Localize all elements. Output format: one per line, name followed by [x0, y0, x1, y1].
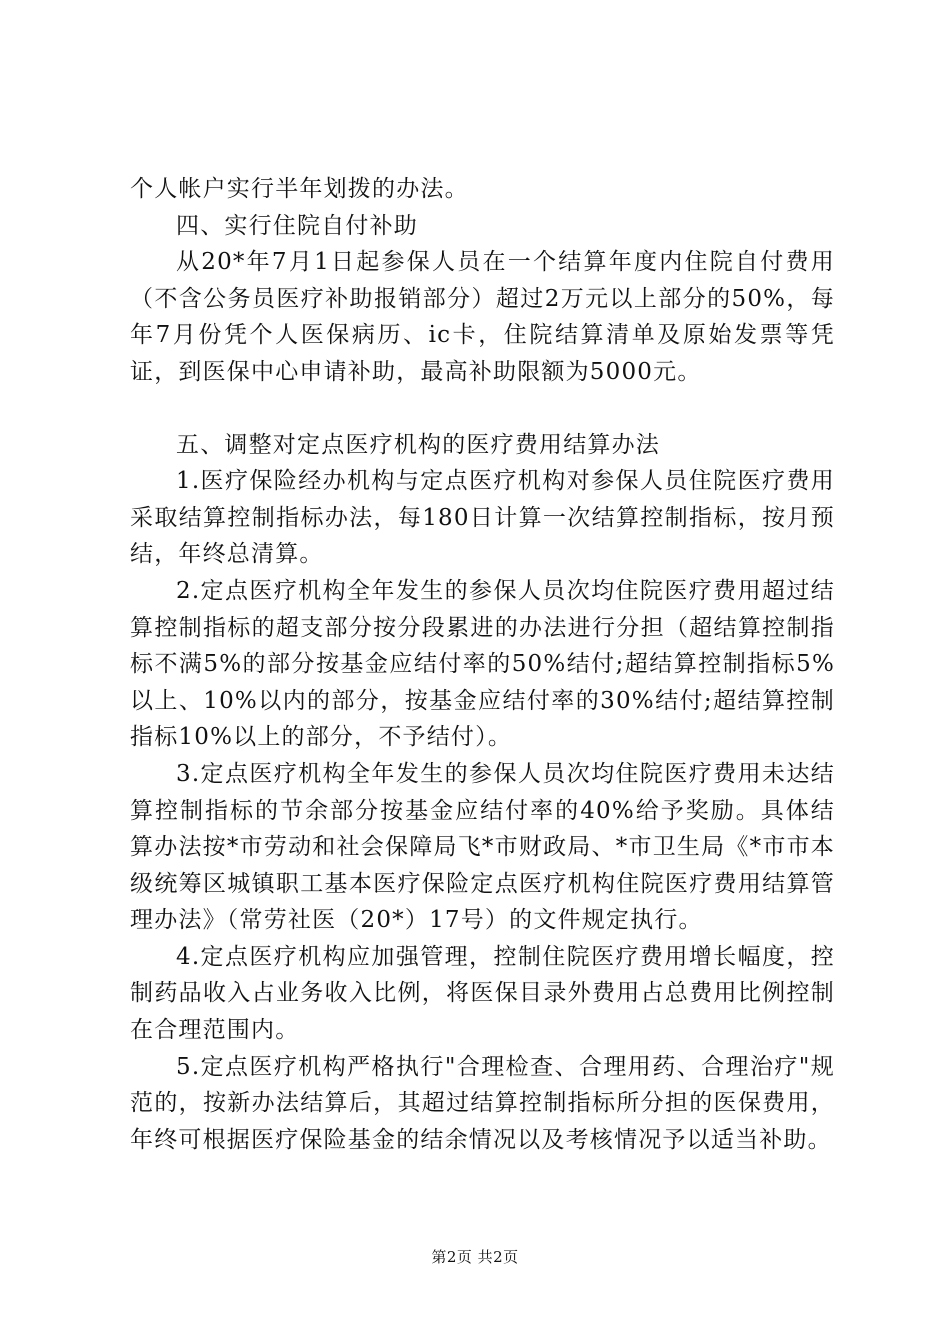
page-number-footer: 第2页 共2页: [431, 1248, 519, 1266]
paragraph-item-4: 4.定点医疗机构应加强管理，控制住院医疗费用增长幅度，控制药品收入占业务收入比例，将医保目录外费用占总费用比例控制在合理范围内。: [130, 943, 835, 1044]
paragraph-item-2: 2.定点医疗机构全年发生的参保人员次均住院医疗费用超过结算控制指标的超支部分按分段累进的办法进行分担（超结算控制指标不满5%的部分按基金应结付率的50%结付;超结算控制指标5%以上、10%以内的部分，按基金应结付率的30%结付;超结算控制指标10%以上的部分，不予结付）。: [130, 577, 835, 751]
paragraph-item-3: 3.定点医疗机构全年发生的参保人员次均住院医疗费用未达结算控制指标的节余部分按基金应结付率的40%给予奖励。具体结算办法按*市劳动和社会保障局飞*市财政局、*市卫生局《*市市本级统筹区城镇职工基本医疗保险定点医疗机构住院医疗费用结算管理办法》（常劳社医（20*）17号）的文件规定执行。: [130, 760, 835, 934]
paragraph-account-allocation: 个人帐户实行半年划拨的办法。: [130, 176, 469, 202]
document-body: [130, 171, 835, 1158]
paragraph-item-5: 5.定点医疗机构严格执行"合理检查、合理用药、合理治疗"规范的，按新办法结算后，其超过结算控制指标所分担的医保费用，年终可根据医疗保险基金的结余情况以及考核情况予以适当补助。: [130, 1053, 835, 1153]
section-heading-4: 四、实行住院自付补助: [176, 212, 418, 239]
paragraph-hospital-subsidy: 从20*年7月1日起参保人员在一个结算年度内住院自付费用（不含公务员医疗补助报销部分）超过2万元以上部分的50%，每年7月份凭个人医保病历、ic卡，住院结算清单及原始发票等凭证，到医保中心申请补助，最高补助限额为5000元。: [130, 249, 835, 385]
section-heading-5: 五、调整对定点医疗机构的医疗费用结算办法: [176, 431, 660, 458]
paragraph-gap: [130, 391, 835, 427]
paragraph-item-1: 1.医疗保险经办机构与定点医疗机构对参保人员住院医疗费用采取结算控制指标办法，每180日计算一次结算控制指标，按月预结，年终总清算。: [130, 468, 835, 568]
